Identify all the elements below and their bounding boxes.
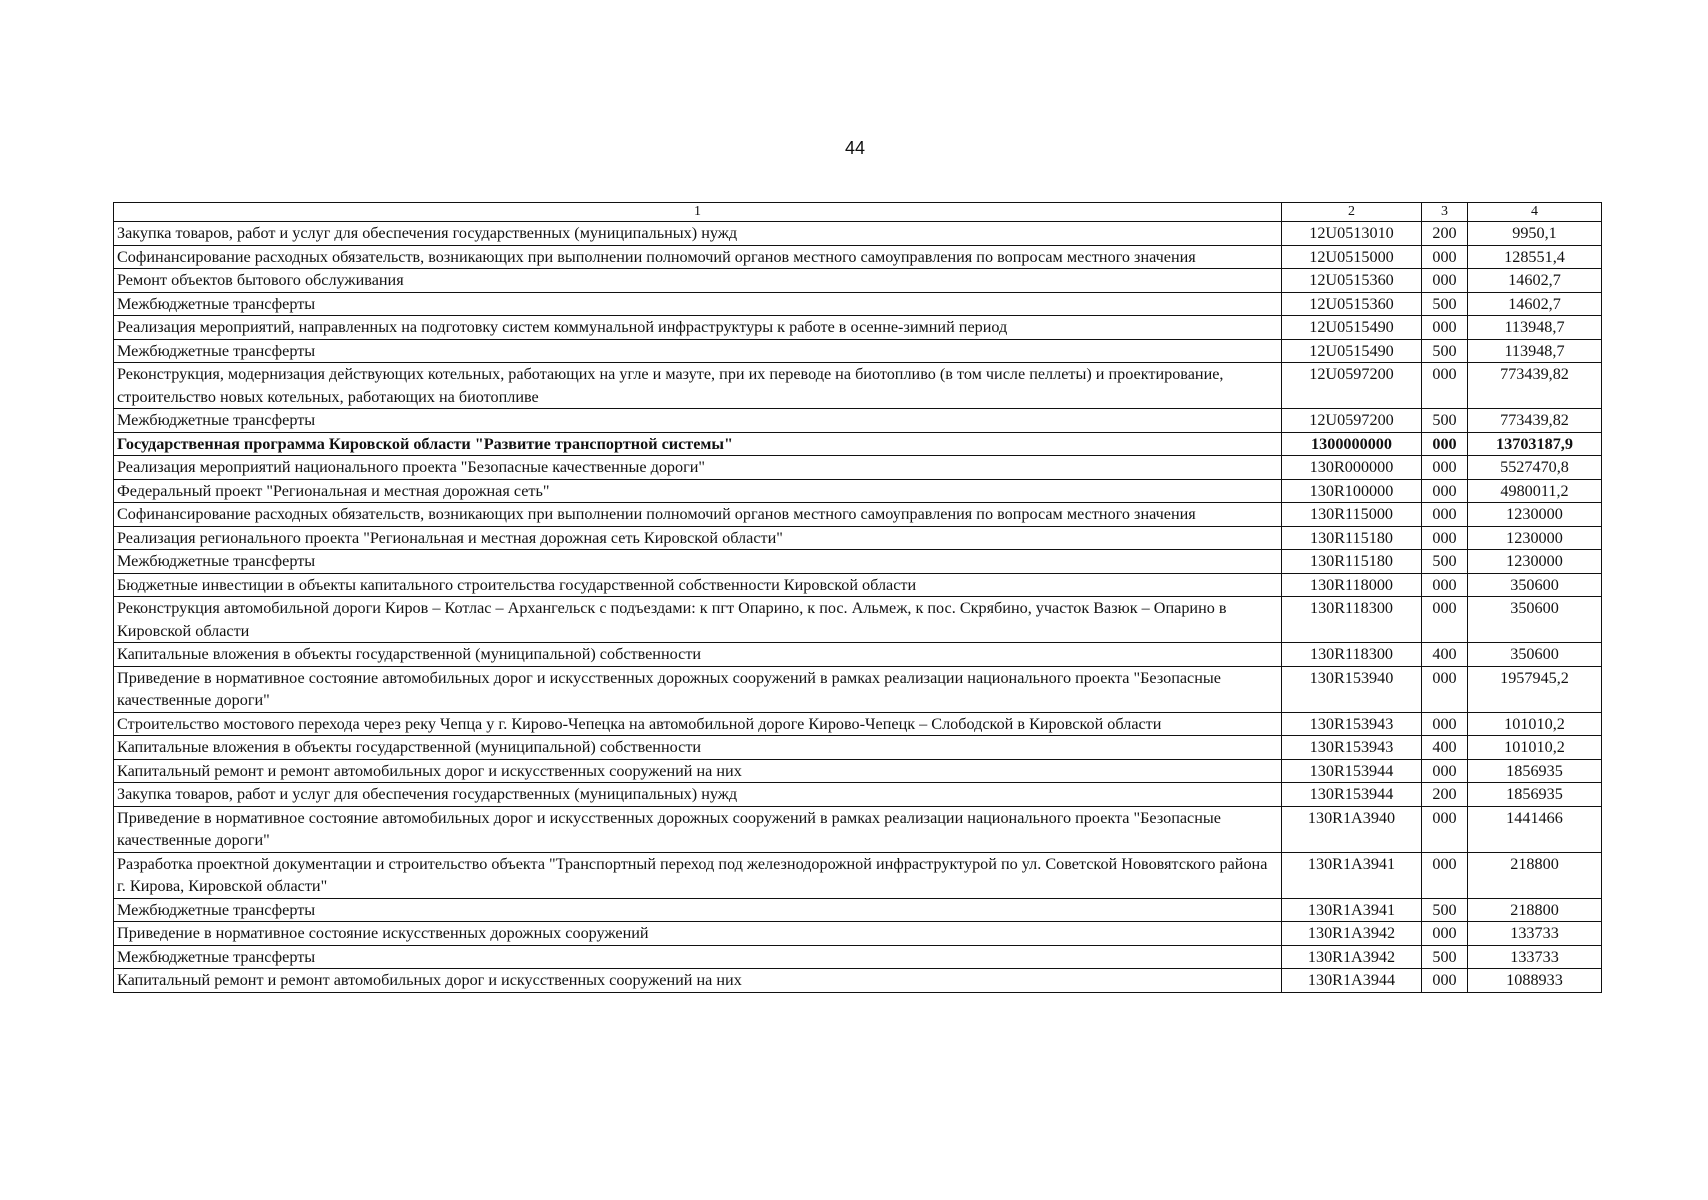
table-row [114,292,1602,316]
table-row [114,898,1602,922]
table-header-row [114,203,1602,222]
cell-code: 130R1A3940 [1282,806,1422,852]
cell-code: 1300000000 [1282,432,1422,456]
cell-expense-type: 000 [1422,852,1468,898]
table-row [114,456,1602,480]
cell-name: Ремонт объектов бытового обслуживания [114,269,1282,293]
cell-expense-type: 000 [1422,759,1468,783]
cell-expense-type: 000 [1422,432,1468,456]
cell-sum: 773439,82 [1468,409,1602,433]
table-row [114,806,1602,852]
table-row [114,573,1602,597]
cell-expense-type: 000 [1422,245,1468,269]
cell-sum: 14602,7 [1468,292,1602,316]
cell-sum: 218800 [1468,898,1602,922]
table-row [114,409,1602,433]
cell-sum: 4980011,2 [1468,479,1602,503]
column-header-sum: 4 [1468,203,1602,222]
cell-name: Федеральный проект "Региональная и местная дорожная сеть" [114,479,1282,503]
cell-name: Межбюджетные трансферты [114,339,1282,363]
cell-code: 130R118000 [1282,573,1422,597]
cell-sum: 113948,7 [1468,339,1602,363]
cell-sum: 133733 [1468,922,1602,946]
cell-name: Разработка проектной документации и строительство объекта "Транспортный переход под железнодорожной инфраструктурой по ул. Советской Нововятского района г. Кирова, Кировской области" [114,852,1282,898]
cell-expense-type: 000 [1422,363,1468,409]
column-header-vr: 3 [1422,203,1468,222]
cell-name: Софинансирование расходных обязательств, возникающих при выполнении полномочий органов местного самоуправления по вопросам местного значения [114,503,1282,527]
cell-expense-type: 200 [1422,783,1468,807]
cell-name: Приведение в нормативное состояние искусственных дорожных сооружений [114,922,1282,946]
cell-sum: 1088933 [1468,969,1602,993]
cell-code: 130R153943 [1282,736,1422,760]
cell-sum: 1230000 [1468,503,1602,527]
cell-name: Закупка товаров, работ и услуг для обеспечения государственных (муниципальных) нужд [114,222,1282,246]
cell-sum: 101010,2 [1468,736,1602,760]
cell-name: Приведение в нормативное состояние автомобильных дорог и искусственных дорожных сооружений в рамках реализации национального проекта "Безопасные качественные дороги" [114,806,1282,852]
cell-name: Реализация мероприятий национального проекта "Безопасные качественные дороги" [114,456,1282,480]
cell-sum: 350600 [1468,597,1602,643]
cell-name: Межбюджетные трансферты [114,898,1282,922]
cell-expense-type: 000 [1422,806,1468,852]
cell-code: 130R1A3944 [1282,969,1422,993]
column-header-name: 1 [114,203,1282,222]
cell-name: Межбюджетные трансферты [114,292,1282,316]
cell-name: Капитальные вложения в объекты государственной (муниципальной) собственности [114,643,1282,667]
cell-name: Бюджетные инвестиции в объекты капитального строительства государственной собственности Кировской области [114,573,1282,597]
cell-name: Межбюджетные трансферты [114,409,1282,433]
table-row [114,736,1602,760]
cell-sum: 9950,1 [1468,222,1602,246]
table-row [114,643,1602,667]
table-row [114,363,1602,409]
cell-name: Реализация регионального проекта "Региональная и местная дорожная сеть Кировской области" [114,526,1282,550]
cell-expense-type: 500 [1422,945,1468,969]
cell-expense-type: 500 [1422,409,1468,433]
cell-sum: 773439,82 [1468,363,1602,409]
cell-expense-type: 000 [1422,503,1468,527]
cell-sum: 5527470,8 [1468,456,1602,480]
table-row [114,222,1602,246]
cell-name: Государственная программа Кировской области "Развитие транспортной системы" [114,432,1282,456]
cell-sum: 128551,4 [1468,245,1602,269]
cell-sum: 1230000 [1468,526,1602,550]
cell-expense-type: 000 [1422,526,1468,550]
cell-expense-type: 500 [1422,292,1468,316]
table-row [114,479,1602,503]
cell-code: 12U0515360 [1282,292,1422,316]
column-header-code: 2 [1282,203,1422,222]
cell-sum: 1441466 [1468,806,1602,852]
cell-expense-type: 000 [1422,456,1468,480]
cell-name: Реконструкция, модернизация действующих котельных, работающих на угле и мазуте, при их переводе на биотопливо (в том числе пеллеты) и проектирование, строительство новых котельных, работающих на биотопливе [114,363,1282,409]
table-row [114,503,1602,527]
table-row [114,783,1602,807]
table-row [114,269,1602,293]
cell-expense-type: 000 [1422,479,1468,503]
cell-code: 130R153940 [1282,666,1422,712]
cell-code: 130R153944 [1282,783,1422,807]
cell-expense-type: 500 [1422,898,1468,922]
cell-code: 130R115000 [1282,503,1422,527]
cell-expense-type: 500 [1422,339,1468,363]
cell-sum: 1957945,2 [1468,666,1602,712]
cell-name: Закупка товаров, работ и услуг для обеспечения государственных (муниципальных) нужд [114,783,1282,807]
cell-code: 130R1A3941 [1282,852,1422,898]
cell-expense-type: 000 [1422,666,1468,712]
cell-code: 130R1A3942 [1282,945,1422,969]
cell-sum: 350600 [1468,643,1602,667]
cell-expense-type: 000 [1422,712,1468,736]
cell-code: 130R153944 [1282,759,1422,783]
cell-expense-type: 000 [1422,316,1468,340]
cell-sum: 101010,2 [1468,712,1602,736]
cell-code: 130R1A3941 [1282,898,1422,922]
cell-code: 130R100000 [1282,479,1422,503]
cell-code: 130R115180 [1282,550,1422,574]
cell-expense-type: 000 [1422,969,1468,993]
table-row [114,432,1602,456]
table-row [114,550,1602,574]
table-row [114,597,1602,643]
cell-expense-type: 400 [1422,736,1468,760]
cell-expense-type: 000 [1422,922,1468,946]
cell-code: 12U0515490 [1282,339,1422,363]
cell-sum: 218800 [1468,852,1602,898]
cell-name: Строительство мостового перехода через реку Чепца у г. Кирово-Чепецка на автомобильной дороге Кирово-Чепецк – Слободской в Кировской области [114,712,1282,736]
table-row [114,245,1602,269]
cell-expense-type: 500 [1422,550,1468,574]
cell-name: Капитальные вложения в объекты государственной (муниципальной) собственности [114,736,1282,760]
cell-name: Реализация мероприятий, направленных на подготовку систем коммунальной инфраструктуры к работе в осенне-зимний период [114,316,1282,340]
cell-name: Капитальный ремонт и ремонт автомобильных дорог и искусственных сооружений на них [114,759,1282,783]
cell-code: 12U0515000 [1282,245,1422,269]
cell-code: 130R1A3942 [1282,922,1422,946]
cell-sum: 113948,7 [1468,316,1602,340]
cell-name: Межбюджетные трансферты [114,945,1282,969]
cell-sum: 350600 [1468,573,1602,597]
cell-sum: 1230000 [1468,550,1602,574]
cell-name: Капитальный ремонт и ремонт автомобильных дорог и искусственных сооружений на них [114,969,1282,993]
cell-code: 130R118300 [1282,597,1422,643]
table-row [114,759,1602,783]
cell-name: Софинансирование расходных обязательств, возникающих при выполнении полномочий органов местного самоуправления по вопросам местного значения [114,245,1282,269]
cell-name: Реконструкция автомобильной дороги Киров – Котлас – Архангельск с подъездами: к пгт Опарино, к пос. Альмеж, к пос. Скрябино, участок Вазюк – Опарино в Кировской области [114,597,1282,643]
cell-sum: 14602,7 [1468,269,1602,293]
cell-code: 12U0515490 [1282,316,1422,340]
table-row [114,852,1602,898]
budget-table [113,202,1602,993]
cell-code: 130R153943 [1282,712,1422,736]
cell-sum: 13703187,9 [1468,432,1602,456]
cell-code: 12U0515360 [1282,269,1422,293]
cell-code: 12U0513010 [1282,222,1422,246]
table-row [114,526,1602,550]
table-row [114,339,1602,363]
cell-code: 12U0597200 [1282,409,1422,433]
table-row [114,969,1602,993]
cell-expense-type: 000 [1422,597,1468,643]
cell-sum: 133733 [1468,945,1602,969]
cell-code: 130R115180 [1282,526,1422,550]
cell-expense-type: 000 [1422,269,1468,293]
table-row [114,945,1602,969]
cell-expense-type: 200 [1422,222,1468,246]
cell-sum: 1856935 [1468,783,1602,807]
cell-code: 12U0597200 [1282,363,1422,409]
cell-code: 130R000000 [1282,456,1422,480]
table-row [114,316,1602,340]
cell-code: 130R118300 [1282,643,1422,667]
cell-expense-type: 000 [1422,573,1468,597]
page-number: 44 [844,138,866,158]
cell-name: Приведение в нормативное состояние автомобильных дорог и искусственных дорожных сооружений в рамках реализации национального проекта "Безопасные качественные дороги" [114,666,1282,712]
table-row [114,712,1602,736]
cell-expense-type: 400 [1422,643,1468,667]
table-row [114,666,1602,712]
table-row [114,922,1602,946]
cell-name: Межбюджетные трансферты [114,550,1282,574]
cell-sum: 1856935 [1468,759,1602,783]
